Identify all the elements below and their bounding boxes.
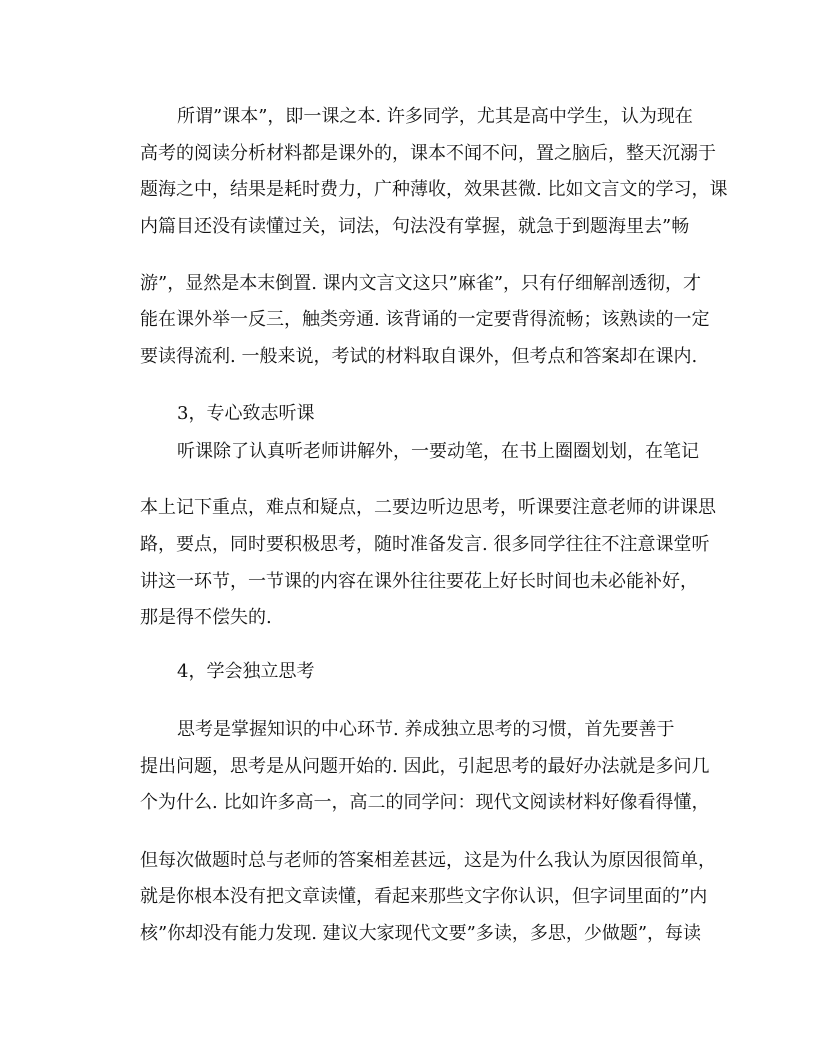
text-line: 提出问题，思考是从问题开始的. 因此，引起思考的最好办法就是多问几	[140, 756, 710, 777]
text-line: 本上记下重点，难点和疑点，二要边听边思考，听课要注意老师的讲课思	[140, 497, 716, 518]
text-line: 高考的阅读分析材料都是课外的，课本不闻不问，置之脑后，整天沉溺于	[140, 143, 716, 164]
text-line: 那是得不偿失的.	[140, 607, 272, 628]
text-line: 思考是掌握知识的中心环节. 养成独立思考的习惯，首先要善于	[177, 719, 675, 740]
text-line: 讲这一环节，一节课的内容在课外往往要花上好长时间也未必能补好，	[140, 571, 698, 592]
text-line: 题海之中，结果是耗时费力，广种薄收，效果甚微. 比如文言文的学习，课	[140, 179, 728, 200]
text-line: 路，要点，同时要积极思考，随时准备发言. 很多同学往往不注意课堂听	[140, 534, 710, 555]
section-heading: 3，专心致志听课	[177, 403, 315, 424]
text-line: 就是你根本没有把文章读懂，看起来那些文字你认识，但字词里面的”内	[140, 886, 708, 907]
section-heading: 4，学会独立思考	[177, 661, 315, 682]
text-line: 游”，显然是本末倒置. 课内文言文这只”麻雀”，只有仔细解剖透彻，才	[140, 273, 702, 294]
text-line: 能在课外举一反三，触类旁通. 该背诵的一定要背得流畅；该熟读的一定	[140, 309, 710, 330]
text-line: 核”你却没有能力发现. 建议大家现代文要”多读，多思，少做题”，每读	[140, 923, 702, 944]
text-line: 听课除了认真听老师讲解外，一要动笔，在书上圈圈划划，在笔记	[177, 441, 699, 462]
text-line: 个为什么. 比如许多高一，高二的同学问：现代文阅读材料好像看得懂，	[140, 792, 710, 813]
text-line: 所谓”课本”，即一课之本. 许多同学，尤其是高中学生，认为现在	[177, 106, 693, 127]
text-line: 要读得流利. 一般来说，考试的材料取自课外，但考点和答案却在课内.	[140, 346, 698, 367]
text-line: 但每次做题时总与老师的答案相差甚远，这是为什么我认为原因很简单，	[140, 850, 716, 871]
text-line: 内篇目还没有读懂过关，词法，句法没有掌握，就急于到题海里去”畅	[140, 216, 690, 237]
